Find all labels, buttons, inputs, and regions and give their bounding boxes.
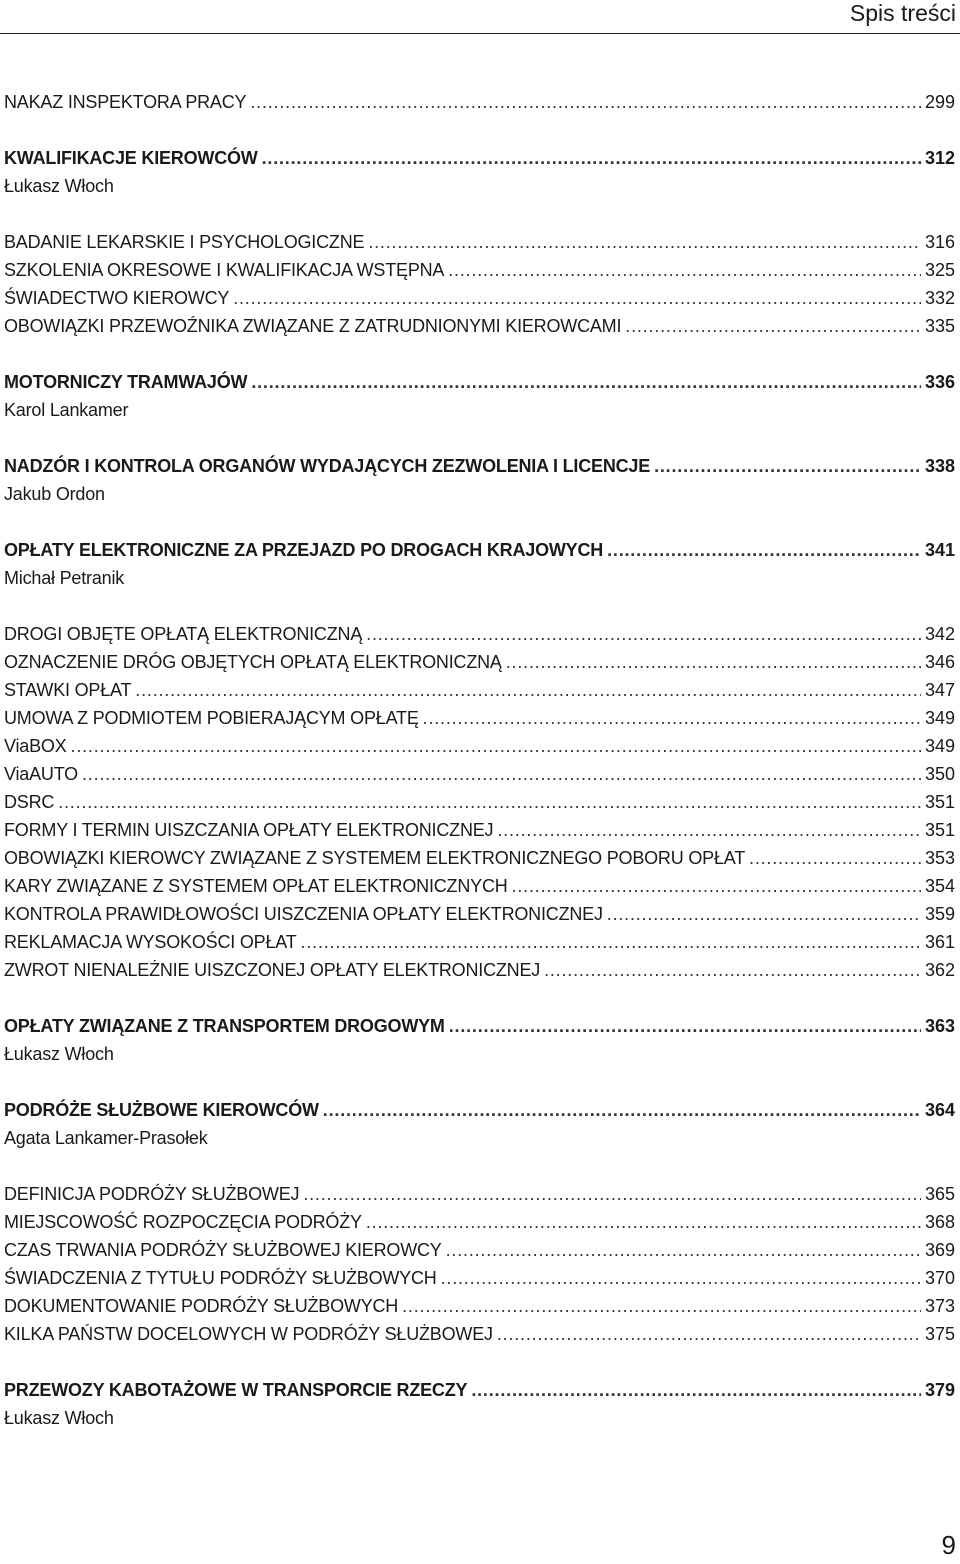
toc-chapter-author (4, 1124, 955, 1152)
toc-chapter-page: 363 (924, 1016, 955, 1036)
toc-entry-page: 365 (924, 1184, 955, 1204)
toc-entry-title: MIEJSCOWOŚĆ ROZPOCZĘCIA PODRÓŻY (4, 1212, 362, 1232)
toc-entry-page: 325 (924, 260, 955, 280)
toc-leader-dots (749, 844, 921, 872)
toc-chapter[interactable] (4, 368, 955, 396)
toc-entry[interactable] (4, 1236, 955, 1264)
toc-entry-page: 369 (924, 1240, 955, 1260)
toc-entry-title: CZAS TRWANIA PODRÓŻY SŁUŻBOWEJ KIEROWCY (4, 1240, 442, 1260)
toc-leader-dots (251, 368, 921, 396)
toc-entry-title: UMOWA Z PODMIOTEM POBIERAJĄCYM OPŁATĘ (4, 708, 419, 728)
toc-chapter-author (4, 396, 955, 424)
toc-chapter-title: NADZÓR I KONTROLA ORGANÓW WYDAJĄCYCH ZEZWOLENIA I LICENCJE (4, 456, 651, 476)
toc-chapter-title: KWALIFIKACJE KIEROWCÓW (4, 148, 258, 168)
toc-spacer (4, 1152, 955, 1180)
toc-entry-title: FORMY I TERMIN UISZCZANIA OPŁATY ELEKTRONICZNEJ (4, 820, 494, 840)
author-name: Jakub Ordon (4, 484, 105, 504)
toc-leader-dots (58, 788, 921, 816)
toc-entry-title: REKLAMACJA WYSOKOŚCI OPŁAT (4, 932, 297, 952)
toc-leader-dots (233, 284, 921, 312)
toc-entry[interactable] (4, 844, 955, 872)
toc-chapter-author (4, 172, 955, 200)
toc-leader-dots (323, 1096, 921, 1124)
toc-leader-dots (544, 956, 921, 984)
author-name: Łukasz Włoch (4, 1044, 114, 1064)
toc-chapter-author (4, 564, 955, 592)
toc-entry-title: DEFINICJA PODRÓŻY SŁUŻBOWEJ (4, 1184, 300, 1204)
toc-leader-dots (368, 228, 921, 256)
toc-entry-page: 346 (924, 652, 955, 672)
toc-leader-dots (448, 256, 921, 284)
toc-entry-title: ViaAUTO (4, 764, 78, 784)
toc-chapter-page: 312 (924, 148, 955, 168)
toc-entry[interactable] (4, 1320, 955, 1348)
author-name: Łukasz Włoch (4, 1408, 114, 1428)
toc-entry-title: OBOWIĄZKI PRZEWOŹNIKA ZWIĄZANE Z ZATRUDNIONYMI KIEROWCAMI (4, 316, 622, 336)
toc-entry-page: 342 (924, 624, 955, 644)
toc-chapter-page: 364 (924, 1100, 955, 1120)
toc-leader-dots (512, 872, 921, 900)
toc-chapter-title: OPŁATY ZWIĄZANE Z TRANSPORTEM DROGOWYM (4, 1016, 445, 1036)
toc-entry-title: STAWKI OPŁAT (4, 680, 132, 700)
toc-entry-title: SZKOLENIA OKRESOWE I KWALIFIKACJA WSTĘPNA (4, 260, 445, 280)
toc-entry-title: OZNACZENIE DRÓG OBJĘTYCH OPŁATĄ ELEKTRONICZNĄ (4, 652, 502, 672)
toc-leader-dots (471, 1376, 921, 1404)
toc-entry-page: 335 (924, 316, 955, 336)
header-divider (0, 33, 960, 34)
toc-entry-page: 362 (924, 960, 955, 980)
toc-entry-title: DROGI OBJĘTE OPŁATĄ ELEKTRONICZNĄ (4, 624, 363, 644)
toc-chapter[interactable] (4, 1012, 955, 1040)
toc-spacer (4, 200, 955, 228)
toc-chapter-author (4, 480, 955, 508)
toc-leader-dots (423, 704, 921, 732)
toc-chapter-page: 341 (924, 540, 955, 560)
toc-leader-dots (654, 452, 921, 480)
toc-entry-page: 368 (924, 1212, 955, 1232)
toc-leader-dots (301, 928, 921, 956)
toc-chapter-title: OPŁATY ELEKTRONICZNE ZA PRZEJAZD PO DROGACH KRAJOWYCH (4, 540, 604, 560)
toc-chapter-title: MOTORNICZY TRAMWAJÓW (4, 372, 248, 392)
toc-spacer (4, 340, 955, 368)
toc-leader-dots (303, 1180, 921, 1208)
toc-leader-dots (506, 648, 921, 676)
toc-leader-dots (262, 144, 921, 172)
toc-chapter-title: PRZEWOZY KABOTAŻOWE W TRANSPORCIE RZECZY (4, 1380, 468, 1400)
toc-entry-page: 332 (924, 288, 955, 308)
toc-entry[interactable] (4, 1180, 955, 1208)
toc-entry[interactable] (4, 88, 955, 116)
toc-entry[interactable] (4, 704, 955, 732)
toc-entry-page: 351 (924, 792, 955, 812)
toc-entry-page: 349 (924, 736, 955, 756)
toc-chapter-author (4, 1040, 955, 1068)
toc-entry-page: 347 (924, 680, 955, 700)
toc-entry[interactable] (4, 256, 955, 284)
toc-entry-page: 359 (924, 904, 955, 924)
toc-entry[interactable] (4, 928, 955, 956)
toc-chapter-author (4, 1404, 955, 1432)
toc-entry-page: 349 (924, 708, 955, 728)
toc-chapter[interactable] (4, 452, 955, 480)
toc-leader-dots (625, 312, 921, 340)
toc-entry-page: 354 (924, 876, 955, 896)
toc-entry-page: 361 (924, 932, 955, 952)
toc-entry-title: ViaBOX (4, 736, 67, 756)
table-of-contents (4, 88, 955, 1432)
toc-entry-title: ZWROT NIENALEŻNIE UISZCZONEJ OPŁATY ELEKTRONICZNEJ (4, 960, 541, 980)
toc-spacer (4, 592, 955, 620)
toc-entry[interactable] (4, 788, 955, 816)
toc-entry[interactable] (4, 1264, 955, 1292)
toc-entry-page: 373 (924, 1296, 955, 1316)
toc-entry[interactable] (4, 1208, 955, 1236)
toc-entry[interactable] (4, 648, 955, 676)
toc-entry[interactable] (4, 956, 955, 984)
toc-leader-dots (250, 88, 921, 116)
toc-leader-dots (366, 1208, 921, 1236)
toc-spacer (4, 116, 955, 144)
toc-leader-dots (497, 816, 921, 844)
page-number: 9 (941, 1530, 956, 1560)
toc-chapter[interactable] (4, 1376, 955, 1404)
toc-entry-title: ŚWIADECTWO KIEROWCY (4, 288, 230, 308)
toc-spacer (4, 424, 955, 452)
toc-entry-page: 370 (924, 1268, 955, 1288)
toc-entry-page: 316 (924, 232, 955, 252)
toc-entry[interactable] (4, 1292, 955, 1320)
toc-leader-dots (71, 732, 921, 760)
toc-leader-dots (497, 1320, 921, 1348)
toc-entry-title: KONTROLA PRAWIDŁOWOŚCI UISZCZENIA OPŁATY ELEKTRONICZNEJ (4, 904, 603, 924)
toc-entry[interactable] (4, 872, 955, 900)
toc-chapter[interactable] (4, 1096, 955, 1124)
toc-spacer (4, 984, 955, 1012)
author-name: Łukasz Włoch (4, 176, 114, 196)
toc-entry-title: KARY ZWIĄZANE Z SYSTEMEM OPŁAT ELEKTRONICZNYCH (4, 876, 508, 896)
toc-entry-page: 353 (924, 848, 955, 868)
toc-entry[interactable] (4, 816, 955, 844)
toc-entry[interactable] (4, 620, 955, 648)
toc-entry-page: 350 (924, 764, 955, 784)
toc-entry-title: NAKAZ INSPEKTORA PRACY (4, 92, 247, 112)
author-name: Agata Lankamer-Prasołek (4, 1128, 208, 1148)
toc-entry[interactable] (4, 760, 955, 788)
toc-entry-title: BADANIE LEKARSKIE I PSYCHOLOGICZNE (4, 232, 365, 252)
toc-chapter-page: 379 (924, 1380, 955, 1400)
toc-chapter-title: PODRÓŻE SŁUŻBOWE KIEROWCÓW (4, 1100, 319, 1120)
toc-entry-title: KILKA PAŃSTW DOCELOWYCH W PODRÓŻY SŁUŻBOWEJ (4, 1324, 493, 1344)
toc-leader-dots (446, 1236, 921, 1264)
toc-chapter-page: 338 (924, 456, 955, 476)
toc-chapter[interactable] (4, 536, 955, 564)
toc-entry-page: 299 (924, 92, 955, 112)
author-name: Michał Petranik (4, 568, 125, 588)
toc-entry-title: OBOWIĄZKI KIEROWCY ZWIĄZANE Z SYSTEMEM ELEKTRONICZNEGO POBORU OPŁAT (4, 848, 746, 868)
toc-entry[interactable] (4, 732, 955, 760)
toc-entry-title: ŚWIADCZENIA Z TYTUŁU PODRÓŻY SŁUŻBOWYCH (4, 1268, 437, 1288)
toc-leader-dots (449, 1012, 921, 1040)
author-name: Karol Lankamer (4, 400, 129, 420)
toc-entry-title: DSRC (4, 792, 55, 812)
toc-leader-dots (402, 1292, 921, 1320)
toc-chapter-page: 336 (924, 372, 955, 392)
toc-leader-dots (607, 900, 921, 928)
page-header-title: Spis treści (849, 0, 956, 26)
toc-entry[interactable] (4, 284, 955, 312)
toc-entry-page: 351 (924, 820, 955, 840)
toc-spacer (4, 1348, 955, 1376)
toc-entry[interactable] (4, 228, 955, 256)
toc-leader-dots (607, 536, 921, 564)
toc-entry-page: 375 (924, 1324, 955, 1344)
toc-leader-dots (82, 760, 921, 788)
toc-leader-dots (366, 620, 921, 648)
toc-leader-dots (135, 676, 921, 704)
toc-chapter[interactable] (4, 144, 955, 172)
toc-entry-title: DOKUMENTOWANIE PODRÓŻY SŁUŻBOWYCH (4, 1296, 399, 1316)
toc-entry[interactable] (4, 676, 955, 704)
toc-entry[interactable] (4, 900, 955, 928)
toc-spacer (4, 1068, 955, 1096)
toc-entry[interactable] (4, 312, 955, 340)
toc-spacer (4, 508, 955, 536)
toc-leader-dots (441, 1264, 921, 1292)
